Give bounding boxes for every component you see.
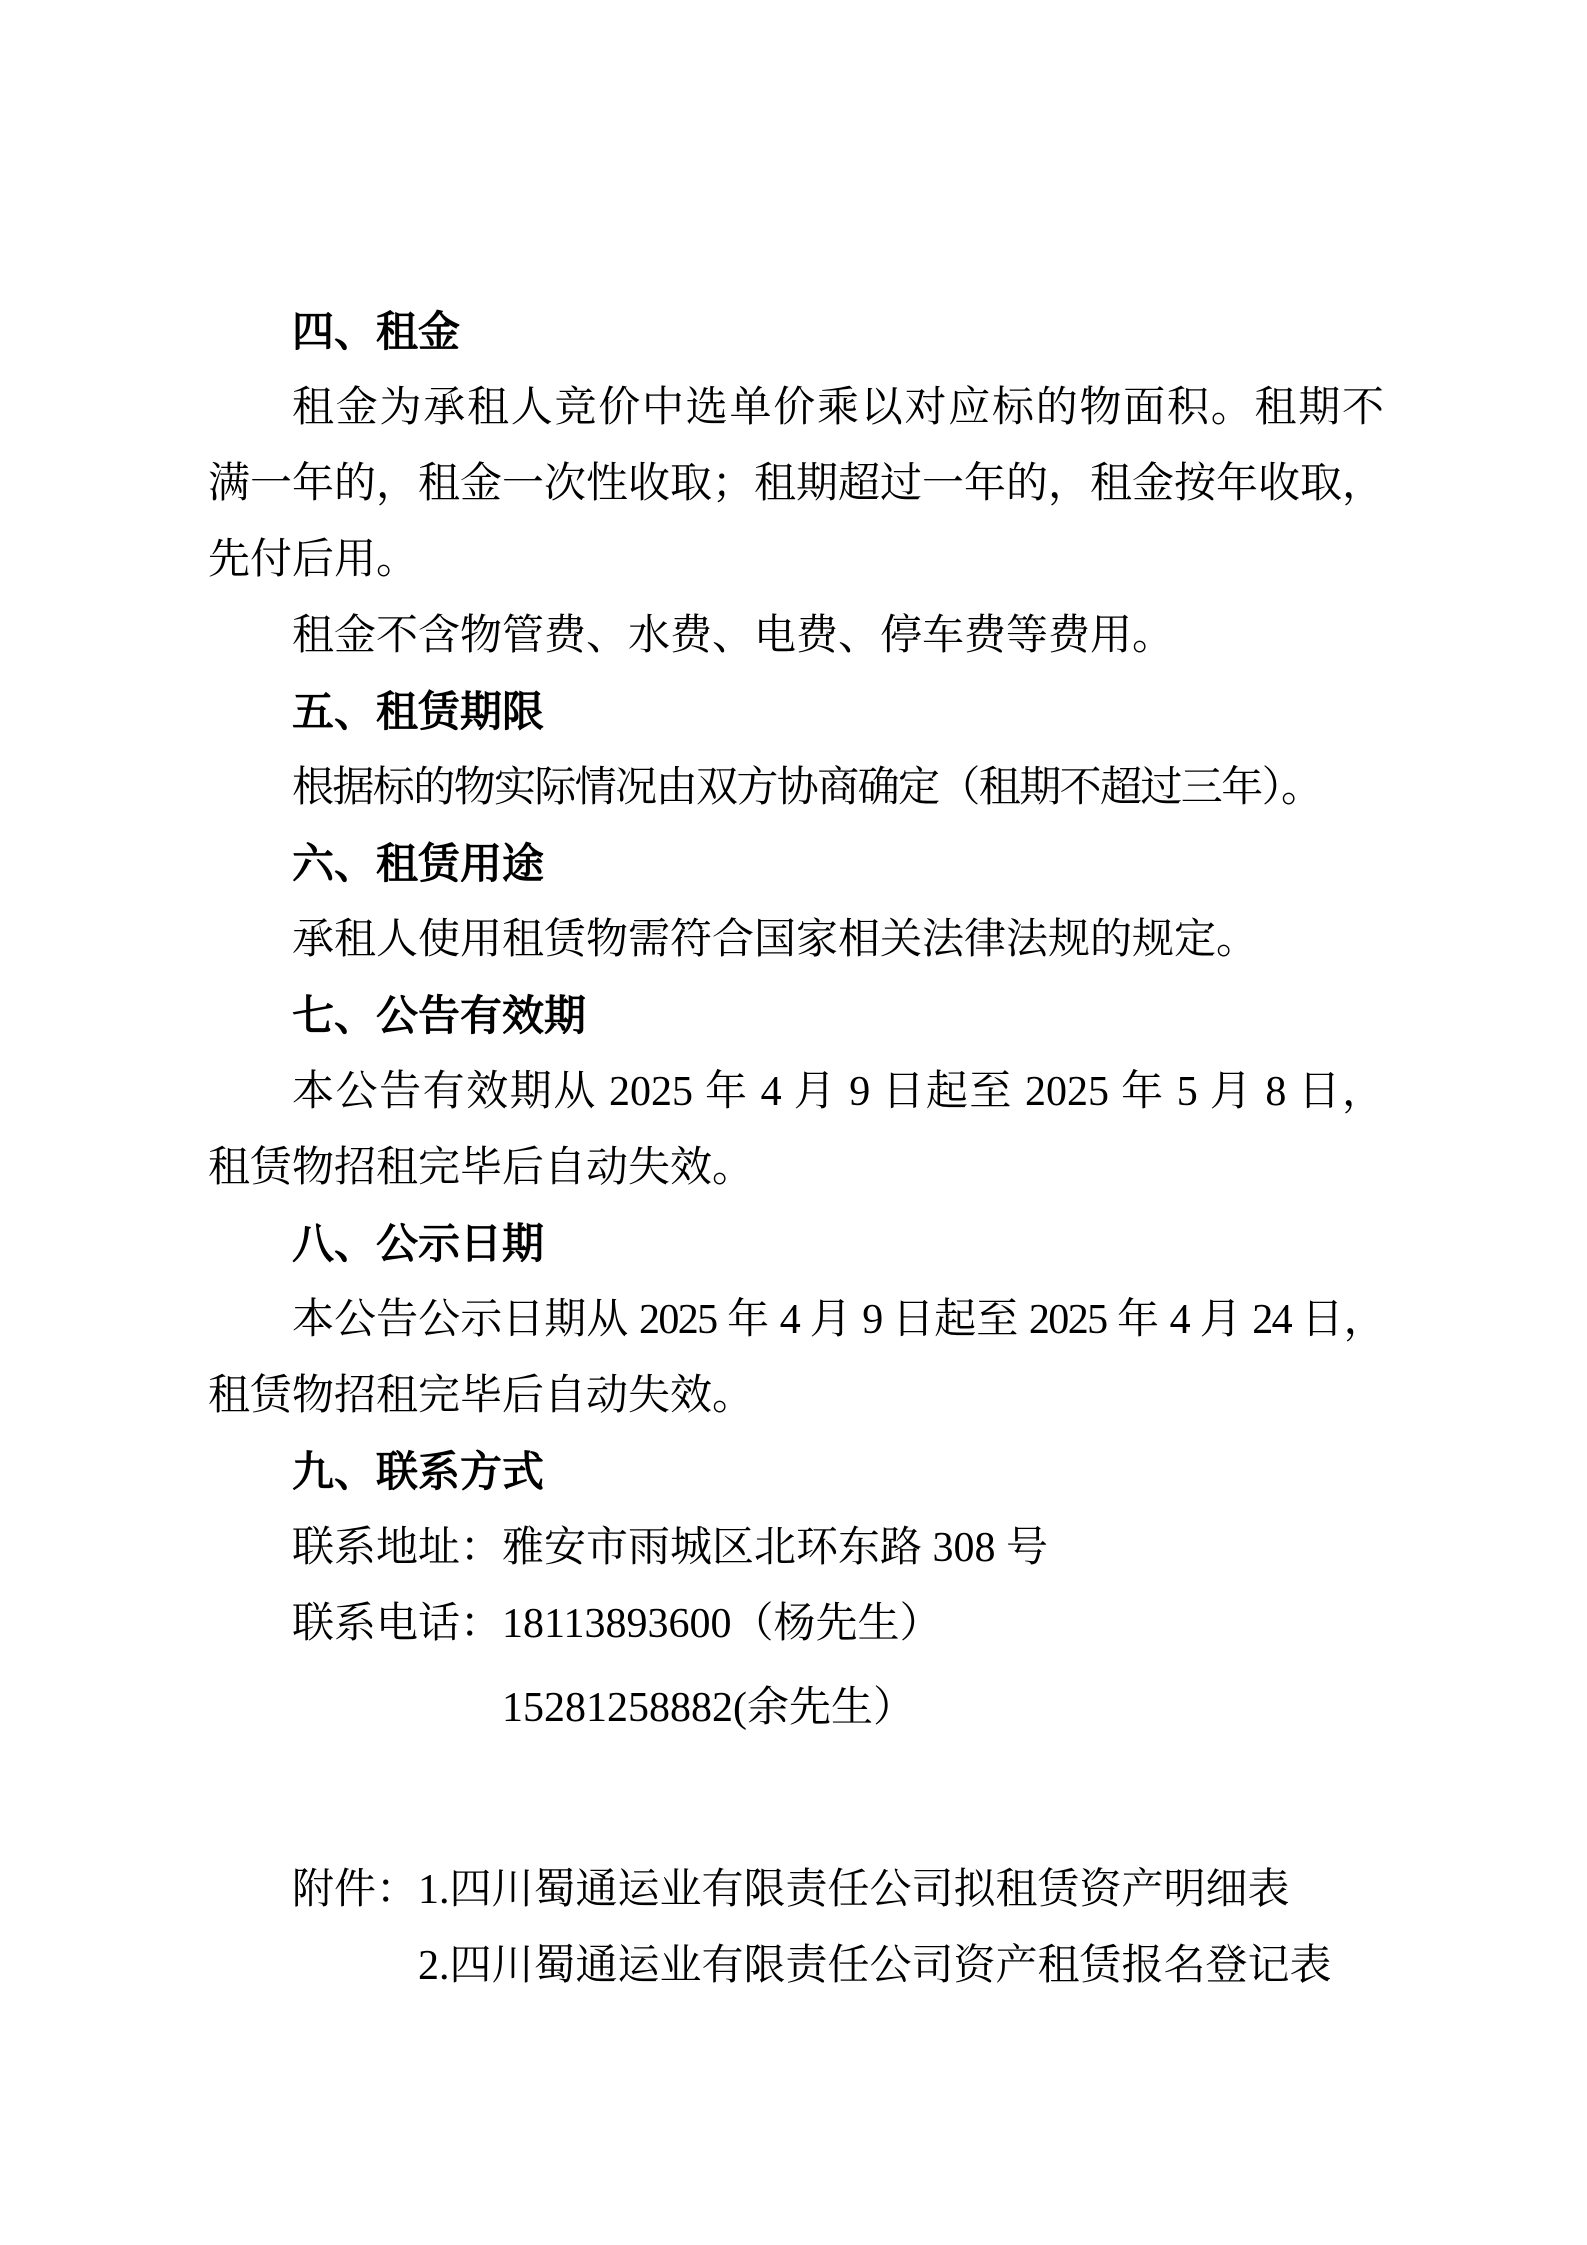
heading-section-6-lease-use: 六、租赁用途 [292,840,545,887]
para-validity-line-1: 本公告有效期从 2025 年 4 月 9 日起至 2025 年 5 月 8 日， [292,1069,1384,1115]
heading-section-5-lease-term: 五、租赁期限 [292,688,545,735]
para-rent-line-1: 租金为承租人竞价中选单价乘以对应标的物面积。租期不 [292,385,1384,431]
para-rent-excluded-fees: 租金不含物管费、水费、电费、停车费等费用。 [292,613,1175,659]
para-rent-line-2: 满一年的，租金一次性收取；租期超过一年的，租金按年收取， [208,461,1385,507]
para-publicity-line-2: 租赁物招租完毕后自动失效。 [208,1373,755,1419]
para-lease-term: 根据标的物实际情况由双方协商确定（租期不超过三年）。 [292,765,1322,811]
para-contact-phone-2: 15281258882(余先生） [502,1685,915,1731]
heading-section-4-rent: 四、租金 [292,308,461,355]
para-attachment-2: 2.四川蜀通运业有限责任公司资产租赁报名登记表 [418,1943,1332,1989]
para-validity-line-2: 租赁物招租完毕后自动失效。 [208,1145,755,1191]
para-attachment-1: 附件：1.四川蜀通运业有限责任公司拟租赁资产明细表 [292,1867,1290,1913]
document-body [208,294,1384,2004]
para-rent-line-3: 先付后用。 [208,537,419,583]
heading-section-8-publicity: 八、公示日期 [292,1220,545,1267]
heading-section-7-validity: 七、公告有效期 [292,992,587,1039]
para-publicity-line-1: 本公告公示日期从 2025 年 4 月 9 日起至 2025 年 4 月 24 日， [292,1297,1384,1343]
para-contact-address: 联系地址：雅安市雨城区北环东路 308 号 [292,1525,1049,1571]
para-lease-use: 承租人使用租赁物需符合国家相关法律法规的规定。 [292,917,1259,963]
heading-section-9-contact: 九、联系方式 [292,1448,545,1495]
para-contact-phone-1: 联系电话：18113893600（杨先生） [292,1601,942,1647]
